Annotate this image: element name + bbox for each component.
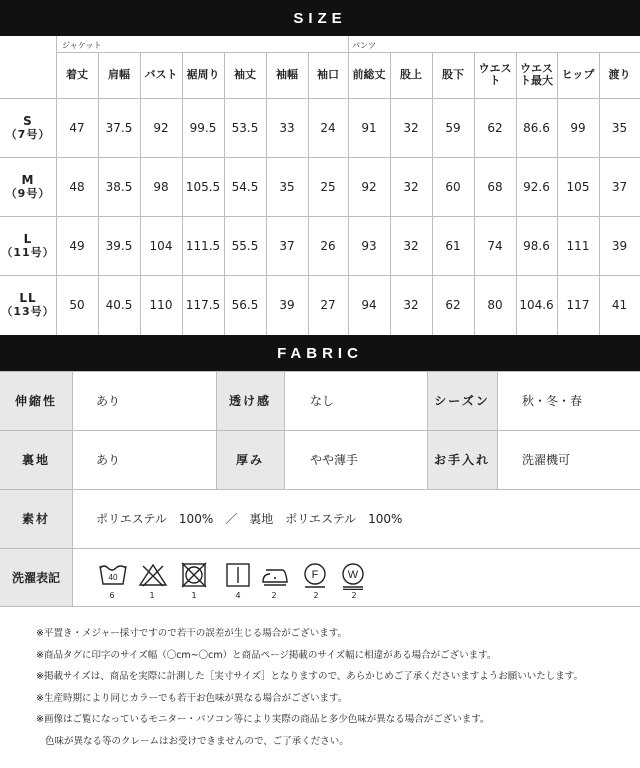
size-value-cell: 105 bbox=[566, 179, 590, 194]
note-line: 色味が異なる等のクレームはお受けできませんので、ご了承ください。 bbox=[45, 735, 349, 747]
size-value-cell: 60 bbox=[445, 179, 461, 194]
size-value-cell: 37 bbox=[279, 238, 295, 253]
lining-label: 裏地 bbox=[0, 430, 72, 489]
size-column-header: 股上 bbox=[400, 68, 422, 81]
size-column-header: 前総丈 bbox=[352, 68, 386, 81]
size-number: （11号） bbox=[1, 245, 55, 259]
care-icon-number: 1 bbox=[191, 591, 197, 600]
size-value-cell: 93 bbox=[361, 238, 377, 253]
size-row-header bbox=[0, 98, 56, 157]
size-value-cell: 49 bbox=[69, 238, 85, 253]
size-value-cell: 37 bbox=[611, 179, 628, 194]
dry-clean-f-icon bbox=[302, 562, 328, 594]
pants-group-label: パンツ bbox=[352, 41, 376, 50]
care-icon-number: 2 bbox=[351, 591, 357, 600]
size-number: （7号） bbox=[5, 127, 51, 141]
note-line: ※平置き・メジャー採寸ですので若干の誤差が生じる場合がございます。 bbox=[36, 628, 348, 639]
size-value-cell: 111 bbox=[566, 238, 590, 253]
wet-clean-w-icon bbox=[340, 562, 366, 594]
size-value-cell: 33 bbox=[279, 120, 295, 135]
iron-low-icon bbox=[260, 562, 290, 592]
size-value-cell: 38.5 bbox=[105, 179, 133, 194]
size-row-divider bbox=[0, 98, 640, 99]
care-icon-number: 6 bbox=[109, 591, 115, 600]
note-line: ※画像はご覧になっているモニター・パソコン等により実際の商品と多少色味が異なる場合がございます。 bbox=[36, 714, 490, 725]
size-value-cell: 39 bbox=[611, 238, 628, 253]
size-column-divider bbox=[516, 52, 517, 335]
size-column-header: 袖幅 bbox=[276, 68, 298, 81]
size-value-cell: 35 bbox=[611, 120, 628, 135]
care-label-title: 洗濯表記 bbox=[0, 548, 72, 607]
size-value-cell: 39 bbox=[279, 298, 295, 312]
size-column-divider bbox=[390, 52, 391, 335]
sheerness-label: 透け感 bbox=[216, 371, 284, 430]
size-value-cell: 59 bbox=[445, 120, 461, 135]
size-value-cell: 86.6 bbox=[523, 120, 550, 135]
size-value-cell: 25 bbox=[320, 179, 336, 194]
size-value-cell: 98.6 bbox=[523, 238, 550, 253]
size-name: L bbox=[23, 231, 33, 246]
size-row-divider bbox=[0, 157, 640, 158]
size-value-cell: 94 bbox=[361, 298, 377, 312]
size-value-cell: 62 bbox=[445, 298, 461, 312]
note-line: ※掲載サイズは、商品を実際に計測した［実寸サイズ］となりますので、あらかじめご了承くださいますようお願いいたします。 bbox=[36, 671, 583, 682]
fabric-column-divider bbox=[497, 371, 498, 489]
size-value-cell: 48 bbox=[69, 179, 85, 194]
size-value-cell: 105.5 bbox=[185, 179, 221, 194]
size-value-cell: 39.5 bbox=[105, 238, 133, 253]
size-value-cell: 53.5 bbox=[231, 120, 259, 135]
size-row-header bbox=[0, 157, 56, 216]
stretch-value: あり bbox=[96, 394, 121, 408]
note-line: ※生産時期により同じカラーでも若干お色味が異なる場合がございます。 bbox=[36, 692, 348, 704]
size-column-header: ヒップ bbox=[561, 68, 595, 81]
care-method-value: 洗濯機可 bbox=[522, 453, 571, 467]
size-name: M bbox=[21, 172, 35, 187]
size-value-cell: 37.5 bbox=[105, 120, 133, 135]
sheerness-value: なし bbox=[310, 394, 335, 408]
size-value-cell: 50 bbox=[69, 298, 85, 312]
size-number: （9号） bbox=[5, 186, 51, 200]
care-icon-number: 4 bbox=[235, 591, 241, 600]
size-value-cell: 104 bbox=[149, 238, 173, 253]
size-column-header: ウエスト最大 bbox=[520, 62, 553, 87]
size-column-divider bbox=[182, 52, 183, 335]
size-value-cell: 47 bbox=[69, 120, 85, 135]
fabric-column-divider bbox=[72, 371, 73, 607]
size-value-cell: 68 bbox=[487, 179, 503, 194]
size-column-divider bbox=[474, 52, 475, 335]
size-value-cell: 74 bbox=[487, 238, 503, 253]
svg-text:W: W bbox=[347, 569, 359, 581]
size-value-cell: 32 bbox=[403, 179, 419, 194]
size-row-divider bbox=[0, 216, 640, 217]
note-line: ※商品タグに印字のサイズ幅（〇cm~〇cm）と商品ページ掲載のサイズ幅に相違がある場合がございます。 bbox=[36, 649, 497, 661]
size-value-cell: 32 bbox=[403, 238, 419, 253]
stretch-label: 伸縮性 bbox=[0, 371, 72, 430]
size-value-cell: 104.6 bbox=[519, 298, 554, 312]
material-value: ポリエステル 100% ／ 裏地 ポリエステル 100% bbox=[96, 512, 403, 526]
notes bbox=[36, 623, 626, 752]
fabric-column-divider bbox=[284, 371, 285, 489]
lining-value: あり bbox=[96, 453, 121, 467]
size-column-header: 裾周り bbox=[186, 68, 220, 81]
size-column-divider bbox=[557, 52, 558, 335]
season-label: シーズン bbox=[427, 371, 497, 430]
size-column-header: バスト bbox=[144, 68, 178, 81]
size-value-cell: 62 bbox=[487, 120, 503, 135]
size-value-cell: 111.5 bbox=[185, 238, 221, 253]
size-value-cell: 26 bbox=[320, 238, 336, 253]
size-value-cell: 32 bbox=[403, 120, 419, 135]
size-value-cell: 92 bbox=[153, 120, 169, 135]
size-column-header: 袖口 bbox=[317, 68, 339, 81]
size-column-divider bbox=[266, 52, 267, 335]
thickness-label: 厚み bbox=[216, 430, 284, 489]
size-name: S bbox=[23, 113, 33, 128]
size-column-header: 肩幅 bbox=[108, 68, 130, 81]
size-column-header: 袖丈 bbox=[234, 68, 256, 81]
size-value-cell: 24 bbox=[320, 120, 336, 135]
care-icon-number: 2 bbox=[271, 591, 277, 600]
svg-text:F: F bbox=[311, 569, 319, 581]
fabric-column-divider bbox=[427, 371, 428, 489]
size-value-cell: 55.5 bbox=[231, 238, 259, 253]
size-table bbox=[0, 36, 640, 335]
size-section-title: SIZE bbox=[0, 0, 640, 36]
size-value-cell: 56.5 bbox=[231, 298, 259, 312]
size-column-divider bbox=[224, 52, 225, 335]
size-value-cell: 92.6 bbox=[523, 179, 550, 194]
size-value-cell: 35 bbox=[279, 179, 295, 194]
svg-text:40: 40 bbox=[108, 573, 118, 582]
size-value-cell: 61 bbox=[445, 238, 461, 253]
size-value-cell: 99.5 bbox=[189, 120, 217, 135]
size-value-cell: 99 bbox=[570, 120, 586, 135]
size-value-cell: 40.5 bbox=[105, 298, 133, 312]
fabric-table bbox=[0, 371, 640, 607]
no-tumble-dry-icon bbox=[180, 562, 208, 592]
size-column-divider bbox=[432, 52, 433, 335]
size-column-divider bbox=[140, 52, 141, 335]
size-value-cell: 41 bbox=[611, 298, 628, 312]
care-method-label: お手入れ bbox=[427, 430, 497, 489]
care-icon-number: 1 bbox=[149, 591, 155, 600]
size-value-cell: 27 bbox=[320, 298, 336, 312]
care-icon-number: 2 bbox=[313, 591, 319, 600]
size-column-divider bbox=[599, 52, 600, 335]
size-name: LL bbox=[19, 291, 37, 305]
size-row-divider bbox=[0, 275, 640, 276]
jacket-group-label: ジャケット bbox=[62, 41, 102, 50]
fabric-column-divider bbox=[216, 371, 217, 489]
size-value-cell: 117 bbox=[566, 298, 590, 312]
size-column-header: ウエスト bbox=[478, 62, 512, 87]
size-row-header bbox=[0, 275, 56, 335]
wash-tub-40-icon bbox=[98, 562, 128, 592]
no-bleach-icon bbox=[138, 562, 168, 592]
line-dry-icon bbox=[224, 562, 252, 592]
size-column-header: 股下 bbox=[442, 68, 464, 81]
size-value-cell: 91 bbox=[361, 120, 377, 135]
size-value-cell: 98 bbox=[153, 179, 169, 194]
size-column-divider bbox=[98, 52, 99, 335]
size-column-divider bbox=[308, 52, 309, 335]
material-label: 素材 bbox=[0, 489, 72, 548]
size-column-header: 渡り bbox=[608, 68, 631, 81]
size-column-divider bbox=[348, 36, 349, 335]
thickness-value: やや薄手 bbox=[310, 453, 359, 467]
fabric-section-title: FABRIC bbox=[0, 335, 640, 371]
size-value-cell: 110 bbox=[149, 298, 173, 312]
size-column-header: 着丈 bbox=[66, 68, 88, 81]
size-value-cell: 54.5 bbox=[231, 179, 259, 194]
size-value-cell: 32 bbox=[403, 298, 419, 312]
size-column-divider bbox=[56, 36, 57, 335]
season-value: 秋・冬・春 bbox=[522, 394, 583, 408]
size-value-cell: 117.5 bbox=[185, 298, 221, 312]
size-number: （13号） bbox=[1, 305, 55, 318]
size-row-header bbox=[0, 216, 56, 275]
group-divider bbox=[56, 52, 640, 53]
size-value-cell: 80 bbox=[487, 298, 503, 312]
size-value-cell: 92 bbox=[361, 179, 377, 194]
